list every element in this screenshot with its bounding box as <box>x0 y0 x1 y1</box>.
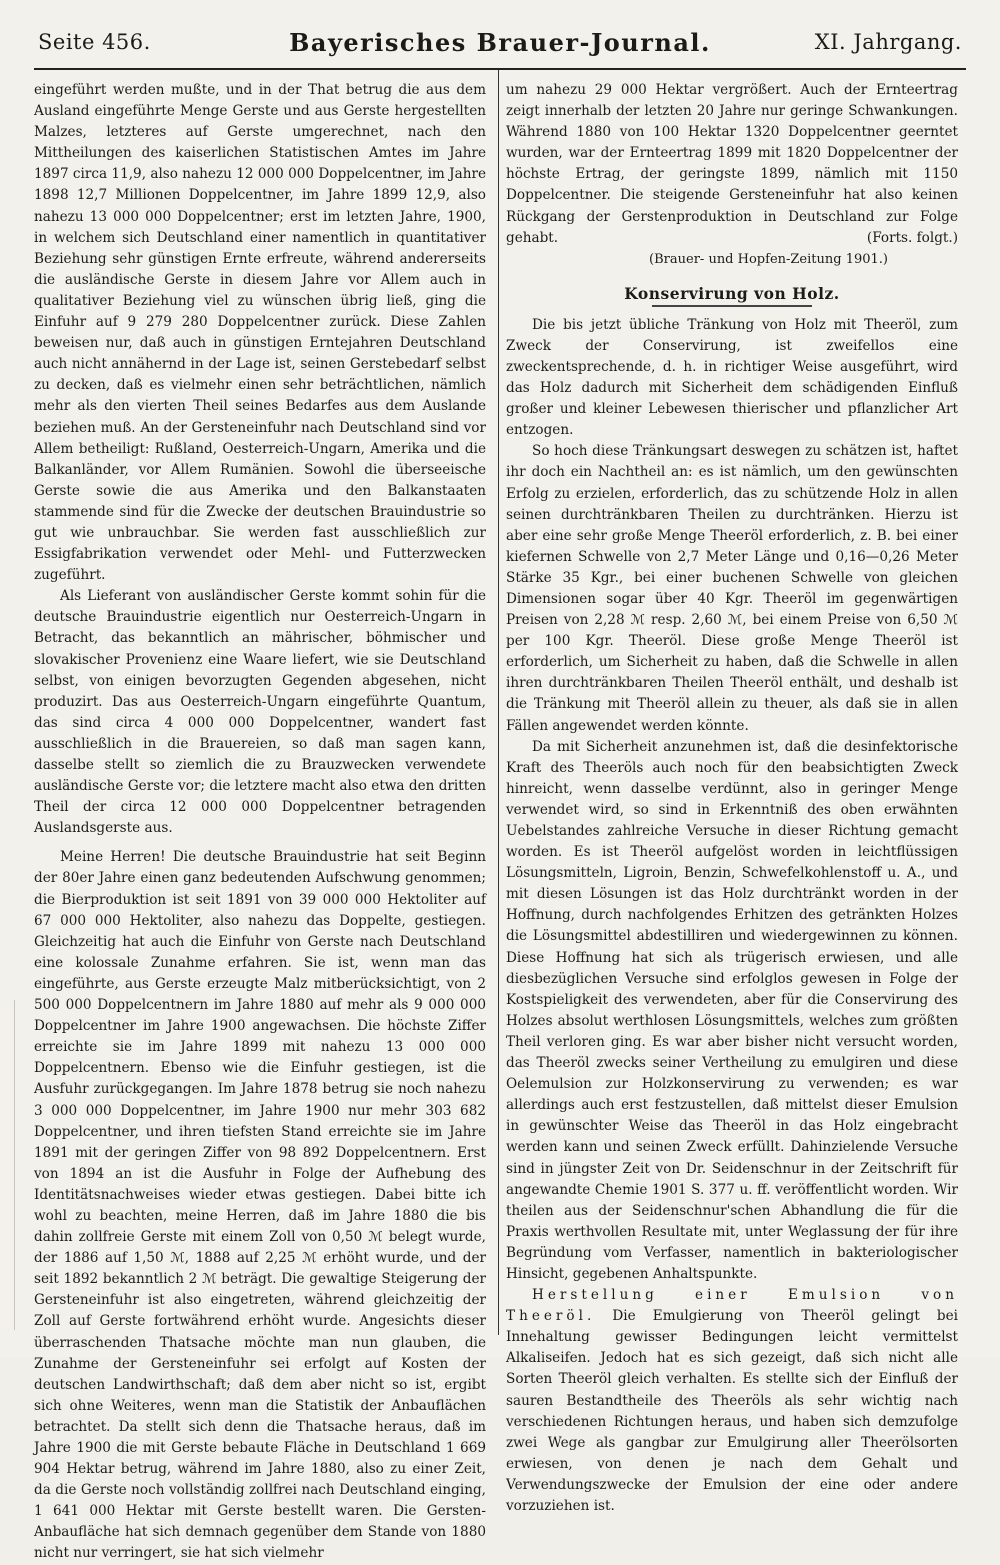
column-divider <box>498 70 499 1335</box>
page-edge-line <box>14 1000 15 1330</box>
paragraph: Meine Herren! Die deutsche Brauindustrie hat seit Beginn der 80er Jahre einen ganz bedeutenden Aufschwung genommen; die Bierproduktion ist seit 1891 von 39 000 000 Hektoliter auf 67 000 000 Hektoliter, also nahezu das Doppelte, gestiegen. Gleichzeitig hat auch die Einfuhr von Gerste nach Deutschland eine kolossale Zunahme erfahren. Sie ist, wenn man das eingeführte, aus Gerste erzeugte Malz mitberücksichtigt, von 2 500 000 Doppelcentnern im Jahre 1880 auf mehr als 9 000 000 Doppelcentner im Jahre 1900 angewachsen. Die höchste Ziffer erreichte sie im Jahre 1899 mit nahezu 13 000 000 Doppelcentnern. Ebenso wie die Einfuhr gestiegen, ist die Ausfuhr zurückgegangen. Im Jahre 1878 betrug sie noch nahezu 3 000 000 Doppelcentner, im Jahre 1900 nur mehr 303 682 Doppelcentner, und ihren tiefsten Stand erreichte sie im Jahre 1891 mit der geringen Ziffer von 98 892 Doppelcentnern. Erst von 1894 an ist die Ausfuhr in Folge der Aufhebung des Identitätsnachweises wieder etwas gestiegen. Dabei bitte ich wohl zu beachten, meine Herren, daß im Jahre 1880 die bis dahin zollfreie Gerste mit einem Zoll von 0,50 ℳ belegt wurde, der 1886 auf 1,50 ℳ, 1888 auf 2,25 ℳ erhöht wurde, und der seit 1892 bekanntlich 2 ℳ beträgt. Die gewaltige Steigerung der Gersteneinfuhr ist also eingetreten, während gleichzeitig der Zoll auf Gerste fortwährend erhöht wurde. Angesichts dieser überraschenden Thatsache möchte man nun glauben, die Zunahme der Gersteneinfuhr sei erfolgt auf Kosten der deutschen Landwirthschaft; daß dem aber nicht so ist, ergibt sich ohne Weiteres, wenn man die Statistik der Anbauflächen betrachtet. Da stellt sich denn die Thatsache heraus, daß im Jahre 1900 die mit Gerste bebaute Fläche in Deutschland 1 669 904 Hektar betrug, während im Jahre 1880, also zu einer Zeit, da die Gerste noch vollständig zollfrei nach Deutschland einging, 1 641 000 Hektar mit Gerste bestellt waren. Die Gersten-Anbaufläche hat sich demnach gegenüber dem Stande von 1880 nicht nur verringert, sie hat sich vielmehr <box>34 849 486 1562</box>
paragraph: Da mit Sicherheit anzunehmen ist, daß die desinfektorische Kraft des Theeröls auch noch für den beabsichtigten Zweck hinreicht, wenn dasselbe verdünnt, also in geringer Menge verwendet wird, so sind in Erkenntniß des oben erwähnten Uebelstandes zahlreiche Versuche in dieser Richtung gemacht worden. Es ist Theeröl aufgelöst worden in leichtflüssigen Lösungsmitteln, Ligroin, Benzin, Schwefelkohlenstoff u. A., und mit diesen Lösungen ist das Holz durchtränkt worden in der Hoffnung, durch nachfolgendes Erhitzen des getränkten Holzes die Lösungsmittel abdestilliren und wiedergewinnen zu können. Diese Hoffnung hat sich als trügerisch erwiesen, und alle diesbezüglichen Versuche sind erfolglos gewesen in Folge der Kostspieligkeit des verwendeten, aber für die Conservirung des Holzes absolut werthlosen Lösungsmittels, welches zum größten Theil verloren ging. Es war aber bisher nicht versucht worden, das Theeröl zwecks seiner Vertheilung zu emulgiren und diese Oelemulsion zur Holzkonservirung zu verwenden; es war allerdings auch erst festzustellen, daß mittelst dieser Emulsion in gewünschter Weise das Theeröl in das Holz eingebracht werden kann und seinen Zweck erfüllt. Dahinzielende Versuche sind in jüngster Zeit von Dr. Seidenschnur in der Zeitschrift für angewandte Chemie 1901 S. 377 u. ff. veröffentlicht worden. Wir theilen aus der Seidenschnur'schen Abhandlung die für die Praxis werthvollen Resultate mit, unter Weglassung der für ihre Begründung vom Verfasser, namentlich in bakteriologischer Hinsicht, gegebenen Anhaltspunkte. <box>506 738 958 1282</box>
paragraph <box>506 80 958 249</box>
paragraph-text: um nahezu 29 000 Hektar vergrößert. Auch der Ernteertrag zeigt innerhalb der letzten 20 Jahre nur geringe Schwankungen. Während 1880 von 100 Hektar 1320 Doppelcentner geerntet wurden, war der Ernteertrag 1899 mit 1820 Doppelcentner der höchste Ertrag, der geringste 1899, nämlich mit 1150 Doppelcentner. Die steigende Gersteneinfuhr hat also keinen Rückgang der Gerstenproduktion in Deutschland zur Folge gehabt. <box>506 82 958 246</box>
right-column <box>506 80 958 1514</box>
continuation-note: (Forts. folgt.) <box>866 229 958 246</box>
paragraph: So hoch diese Tränkungsart deswegen zu schätzen ist, haftet ihr doch ein Nachtheil an: es ist nämlich, um den gewünschten Erfolg zu erzielen, erforderlich, das zu schützende Holz in allen seinen durchtränkbaren Theilen zu durchtränken. Hierzu ist aber eine sehr große Menge Theeröl erforderlich, z. B. bei einer kiefernen Schwelle von 2,7 Meter Länge und 0,16—0,26 Meter Stärke 35 Kgr., bei einer buchenen Schwelle von gleichen Dimensionen sogar über 40 Kgr. Theeröl im gegenwärtigen Preisen von 2,28 ℳ resp. 2,60 ℳ, bei einem Preise von 6,50 ℳ per 100 Kgr. Theeröl. Diese große Menge Theeröl ist erforderlich, um Sicherheit zu haben, daß die Schwelle in allen ihren durchtränkbaren Theilen Theeröl enthält, und deshalb ist die Tränkung mit Theeröl allein zu theuer, als daß sie in allen Fällen angewendet werden könnte. <box>506 443 958 734</box>
paragraph: Als Lieferant von ausländischer Gerste kommt sohin für die deutsche Brauindustrie eigentlich nur Oesterreich-Ungarn in Betracht, das bekanntlich an mährischer, böhmischer und slovakischer Provenienz eine Waare liefert, wie sie Deutschland selbst, von einigen bevorzugten Gegenden abgesehen, nicht produzirt. Das aus Oesterreich-Ungarn eingeführte Quantum, das sind circa 4 000 000 Doppelcentner, wandert fast ausschließlich in die Brauereien, so daß man sagen kann, dasselbe stellt so ziemlich die zu Brauzwecken verwendete ausländische Gerste vor; die letztere macht also etwa den dritten Theil der circa 12 000 000 Doppelcentner betragenden Auslandsgerste aus. <box>34 588 486 837</box>
paragraph-text: Die Emulgierung von Theeröl gelingt bei Innehaltung gewisser Bedingungen leicht vermittelst Alkaliseifen. Jedoch hat es sich gezeigt, daß sich nicht alle Sorten Theeröl gleich verhalten. Es stellte sich der Einfluß der sauren Bestandtheile des Theeröls als sehr wichtig nach verschiedenen Richtungen heraus, und haben sich demzufolge zwei Wege als gangbar zur Emulgirung aller Theerölsorten erwiesen, von denen je nach dem Gehalt und Verwendungszwecke der Emulsion der eine oder andere vorzuziehen ist. <box>506 1308 958 1514</box>
source-citation: (Brauer- und Hopfen-Zeitung 1901.) <box>649 251 888 267</box>
page-number: Seite 456. <box>38 30 151 54</box>
section-heading: Herstellung einer Emulsion von Theeröl. <box>506 1287 958 1325</box>
paragraph: Die bis jetzt übliche Tränkung von Holz mit Theeröl, zum Zweck der Conservirung, ist zweifellos eine zweckentsprechende, d. h. in richtiger Weise ausgeführt, wird das Holz dadurch mit Sicherheit dem schädigenden Einfluß großer und kleiner Lebewesen thierischer und pflanzlicher Art entzogen. <box>506 316 958 439</box>
volume-label: XI. Jahrgang. <box>814 30 962 54</box>
paragraph <box>506 1285 958 1517</box>
article-title: Konservirung von Holz. <box>624 283 840 303</box>
title-underline <box>652 305 812 307</box>
left-column <box>34 80 486 1562</box>
text-columns <box>34 80 966 1562</box>
page-header <box>34 22 966 70</box>
paragraph: eingeführt werden mußte, und in der That betrug die aus dem Ausland eingeführte Menge Gerste und aus Gerste hergestellten Malzes, letzteres auf Gerste umgerechnet, nach den Mittheilungen des kaiserlichen Statistischen Amtes im Jahre 1897 circa 11,9, also nahezu 12 000 000 Doppelcentner, im Jahre 1898 12,7 Millionen Doppelcentner, im Jahre 1899 12,9, also nahezu 13 000 000 Doppelcentner; erst im letzten Jahre, 1900, in welchem sich Deutschland einer namentlich in quantitativer Beziehung sehr günstigen Ernte erfreute, während andererseits die ausländische Gerste in diesem Jahre vor Allem auch in qualitativer Beziehung viel zu wünschen übrig ließ, ging die Einfuhr auf 9 279 280 Doppelcentner zurück. Diese Zahlen beweisen nur, daß auch in günstigen Erntejahren Deutschland auch nicht annähernd in der Lage ist, seinen Gerstebedarf selbst zu decken, daß es vielmehr einen sehr beträchtlichen, nämlich mehr als den vierten Theil seines Bedarfes aus dem Auslande beziehen muß. An der Gersteneinfuhr nach Deutschland sind vor Allem betheiligt: Rußland, Oesterreich-Ungarn, Amerika und die Balkanländer, vor Allem Rumänien. Sowohl die überseeische Gerste sowie die aus Amerika und den Balkanstaaten stammende sind für die Zwecke der deutschen Brauindustrie so gut wie unbrauchbar. Sie werden fast ausschließlich zur Essigfabrikation verwendet oder Mehl- und Futterzwecken zugeführt. <box>34 82 486 584</box>
journal-title: Bayerisches Brauer-Journal. <box>289 28 711 57</box>
